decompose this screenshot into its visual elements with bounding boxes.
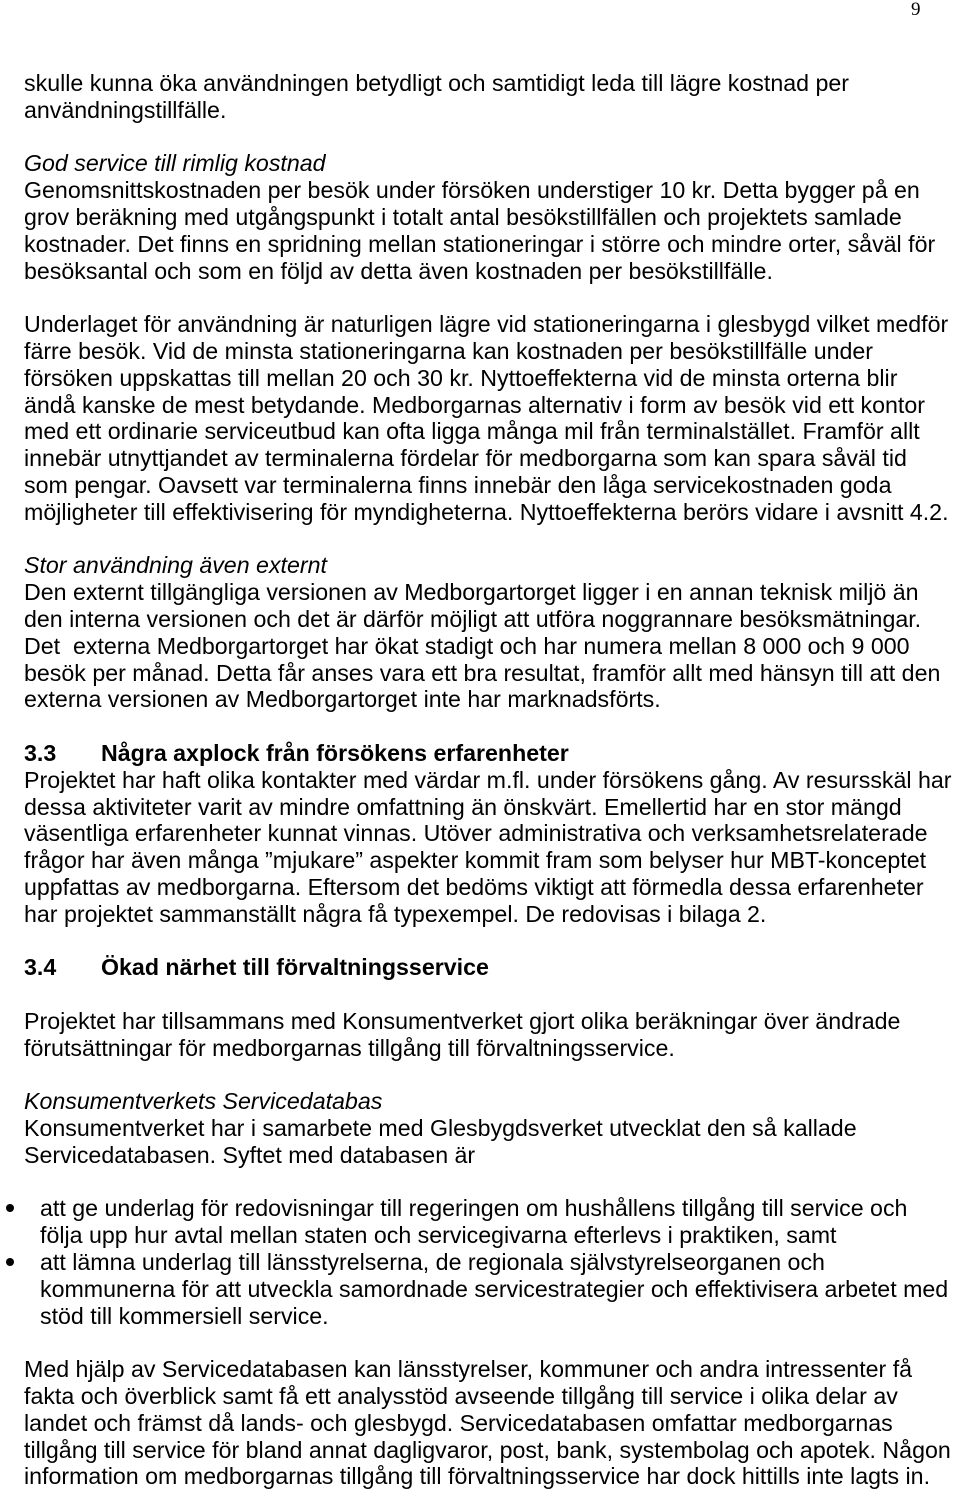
section-3-3 bbox=[24, 740, 958, 928]
text-line: att lämna underlag till länsstyrelserna, de regionala självstyrelseorganen och bbox=[40, 1249, 825, 1276]
subsection-good-service bbox=[24, 150, 958, 284]
section-heading bbox=[24, 740, 958, 767]
subheading: Konsumentverkets Servicedatabas bbox=[24, 1088, 383, 1115]
text-line: ändå kanske de mest betydande. Medborgarnas alternativ i form av besök vid ett kontor bbox=[24, 391, 925, 418]
text-line: uppfattas av medborgarna. Eftersom det bedöms viktigt att förmedla dessa erfarenheter bbox=[24, 873, 924, 900]
text-line: Underlaget för användning är naturligen lägre vid stationeringarna i glesbygd vilket medför bbox=[24, 311, 949, 338]
text-line: följa upp hur avtal mellan staten och servicegivarna efterlevs i praktiken, samt bbox=[40, 1222, 837, 1249]
section-3-4-heading-block bbox=[24, 954, 958, 981]
text-line: besök per månad. Detta får anses vara ett bra resultat, framför allt med hänsyn till att den bbox=[24, 659, 941, 686]
paragraph-3-4-intro bbox=[24, 1008, 958, 1062]
text-line: Servicedatabasen. Syftet med databasen är bbox=[24, 1141, 476, 1168]
bullet-icon bbox=[6, 1258, 14, 1266]
text-line: tillgång till service för bland annat dagligvaror, post, bank, systembolag och apotek. Någon bbox=[24, 1436, 951, 1463]
section-number: 3.3 bbox=[24, 739, 57, 766]
text-line: besöksantal och som en följd av detta även kostnaden per besökstillfälle. bbox=[24, 257, 773, 284]
text-line: färre besök. Vid de minsta stationeringarna kan kostnaden per besökstillfälle under bbox=[24, 337, 873, 364]
subheading: Stor användning även externt bbox=[24, 552, 327, 579]
text-line: innebär utnyttjandet av terminalerna fördelar för medborgarna som kan spara såväl tid bbox=[24, 445, 907, 472]
text-line: användningstillfälle. bbox=[24, 96, 227, 123]
text-line: skulle kunna öka användningen betydligt och samtidigt leda till lägre kostnad per bbox=[24, 70, 849, 96]
subsection-external-use bbox=[24, 552, 958, 713]
subsection-service-database bbox=[24, 1088, 958, 1168]
text-line: externa versionen av Medborgartorget inte har marknadsförts. bbox=[24, 686, 661, 713]
paragraph-closing bbox=[24, 1356, 958, 1490]
text-line: Genomsnittskostnaden per besök under försöken understiger 10 kr. Detta bygger på en bbox=[24, 177, 920, 204]
text-line: stöd till kommersiell service. bbox=[40, 1302, 329, 1329]
text-line: Det externa Medborgartorget har ökat stadigt och har numera mellan 8 000 och 9 000 bbox=[24, 632, 910, 659]
section-heading bbox=[24, 954, 958, 981]
text-line: som pengar. Oavsett var terminalerna finns innebär den låga servicekostnaden goda bbox=[24, 471, 892, 498]
bullet-list-item bbox=[24, 1249, 958, 1329]
text-line: Projektet har tillsammans med Konsumentverket gjort olika beräkningar över ändrade bbox=[24, 1007, 901, 1034]
section-title: Några axplock från försökens erfarenheter bbox=[101, 739, 569, 766]
text-line: Konsumentverket har i samarbete med Glesbygdsverket utvecklat den så kallade bbox=[24, 1115, 857, 1142]
text-line: förutsättningar för medborgarnas tillgång till förvaltningsservice. bbox=[24, 1034, 675, 1061]
text-line: kostnader. Det finns en spridning mellan stationeringar i större och mindre orter, såväl för bbox=[24, 230, 936, 257]
bullet-list bbox=[24, 1195, 958, 1329]
text-line: frågor har även många ”mjukare” aspekter kommit fram som belyser hur MBT-konceptet bbox=[24, 847, 927, 874]
text-line: har projektet sammanställt några få typexempel. De redovisas i bilaga 2. bbox=[24, 900, 767, 927]
text-line: landet och främst då lands- och glesbygd. Servicedatabasen omfattar medborgarnas bbox=[24, 1409, 893, 1436]
bullet-list-item bbox=[24, 1195, 958, 1249]
text-line: med ett ordinarie serviceutbud kan ofta ligga många mil från terminalstället. Framför allt bbox=[24, 418, 920, 445]
text-line: att ge underlag för redovisningar till regeringen om hushållens tillgång till service och bbox=[40, 1195, 908, 1222]
paragraph-usage bbox=[24, 311, 958, 525]
text-line: kommunerna för att utveckla samordnade servicestrategier och effektivisera arbetet med bbox=[40, 1275, 949, 1302]
paragraph-intro bbox=[24, 70, 958, 124]
text-line: försöken uppskattas till mellan 20 och 30 kr. Nyttoeffekterna vid de minsta orterna blir bbox=[24, 364, 898, 391]
bullet-icon bbox=[6, 1204, 14, 1212]
text-line: dessa aktiviteter varit av mindre omfattning än önskvärt. Emellertid har en stor mängd bbox=[24, 793, 902, 820]
text-line: grov beräkning med utgångspunkt i totalt antal besökstillfällen och projektets samlade bbox=[24, 203, 902, 230]
text-line: Med hjälp av Servicedatabasen kan länsstyrelser, kommuner och andra intressenter få bbox=[24, 1356, 913, 1383]
text-line: den interna versionen och det är därför möjligt att utföra noggrannare besöksmätningar. bbox=[24, 605, 922, 632]
text-line: väsentliga erfarenheter kunnat vinnas. Utöver administrativa och verksamhetsrelaterade bbox=[24, 820, 928, 847]
section-number: 3.4 bbox=[24, 954, 57, 981]
page-number: 9 bbox=[911, 0, 921, 20]
text-line: information om medborgarnas tillgång till förvaltningsservice har dock hittills inte lagts in. bbox=[24, 1463, 931, 1490]
text-line: Den externt tillgängliga versionen av Medborgartorget ligger i en annan teknisk miljö än bbox=[24, 579, 919, 606]
subheading: God service till rimlig kostnad bbox=[24, 150, 326, 177]
text-line: Projektet har haft olika kontakter med värdar m.fl. under försökens gång. Av resursskäl har bbox=[24, 766, 952, 793]
text-line: möjligheter till effektivisering för myndigheterna. Nyttoeffekterna berörs vidare i avsnitt 4.2. bbox=[24, 498, 949, 525]
page-content bbox=[24, 70, 958, 1490]
text-line: fakta och överblick samt få ett analysstöd avseende tillgång till service i olika delar av bbox=[24, 1383, 898, 1410]
section-title: Ökad närhet till förvaltningsservice bbox=[101, 954, 489, 981]
